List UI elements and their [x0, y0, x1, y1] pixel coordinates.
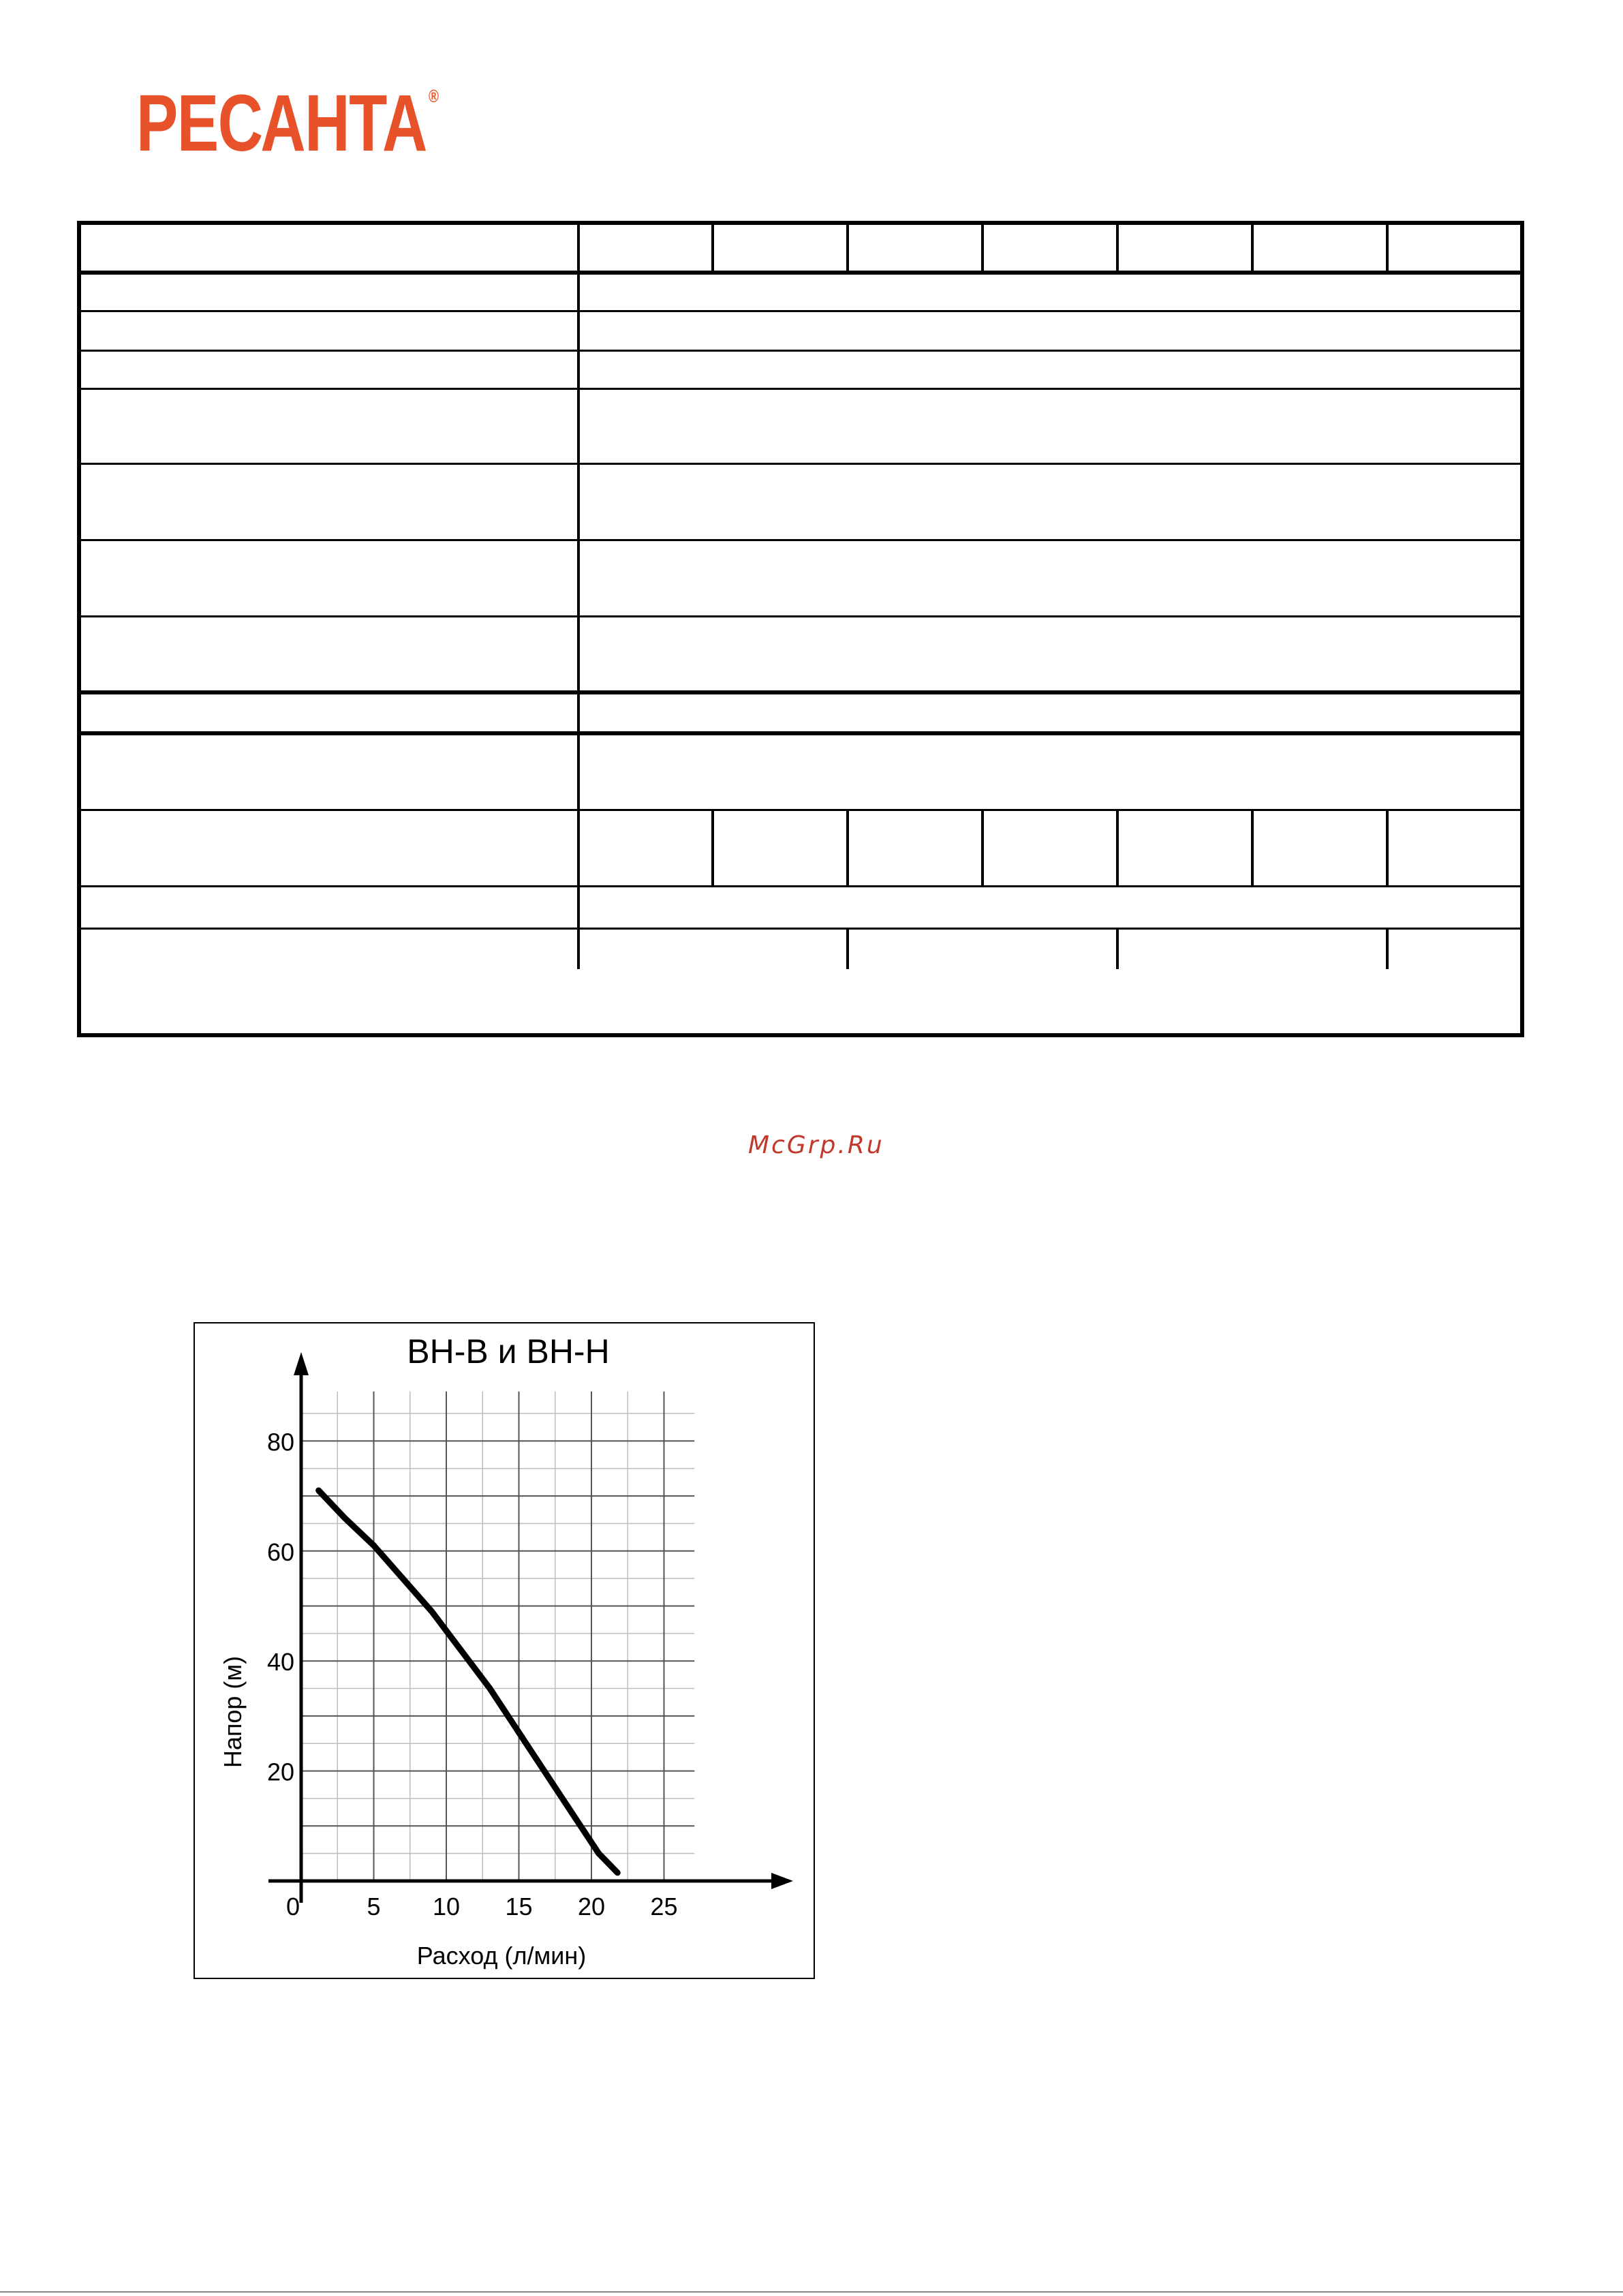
value-cell [714, 810, 846, 886]
x-tick-label: 20 [577, 1893, 606, 1920]
logo-text: РЕСАНТА [136, 78, 427, 168]
table-row [81, 886, 1520, 928]
y-axis-arrow [294, 1352, 309, 1375]
value-cell [849, 810, 981, 886]
table-row [81, 225, 1520, 273]
row-label [81, 810, 578, 886]
pump-performance-chart [194, 1322, 815, 1979]
y-axis-label: Напор (м) [219, 1655, 247, 1769]
row-label [81, 463, 578, 540]
row-label [81, 225, 578, 273]
value-cell [1254, 225, 1386, 273]
value-cell [580, 350, 1519, 388]
performance-curve [319, 1490, 618, 1873]
value-cell [1119, 810, 1251, 886]
y-tick-label: 80 [266, 1428, 294, 1456]
value-cell [1119, 225, 1251, 273]
y-tick-label: 40 [266, 1648, 294, 1677]
table-row [81, 388, 1520, 463]
value-cell [580, 733, 1519, 810]
value-cell [714, 225, 846, 273]
table-row [81, 810, 1520, 886]
value-cell [580, 463, 1519, 540]
value-cell [984, 225, 1116, 273]
row-label [81, 388, 578, 463]
value-cell [849, 928, 1116, 969]
table-row [81, 311, 1520, 350]
value-cell [984, 810, 1116, 886]
x-axis-label: Расход (л/мин) [416, 1942, 587, 1970]
x-tick-label: 25 [650, 1893, 678, 1920]
x-tick-label: 15 [505, 1893, 533, 1920]
row-label [81, 928, 578, 969]
row-label [81, 350, 578, 388]
x-tick-label: 0 [285, 1893, 300, 1920]
value-cell [580, 928, 846, 969]
row-label [81, 886, 578, 928]
table-row [81, 350, 1520, 388]
value-cell [580, 311, 1519, 350]
y-tick-label: 60 [266, 1537, 294, 1566]
table-row [81, 273, 1520, 311]
page-bottom-rule [0, 2291, 1623, 2293]
table-row [81, 928, 1520, 969]
table-row [81, 733, 1520, 810]
chart-title: ВН-В и ВН-Н [407, 1332, 610, 1371]
y-tick-label: 20 [266, 1758, 294, 1786]
value-cell [580, 540, 1519, 616]
x-tick-label: 10 [432, 1893, 461, 1920]
table-row [81, 463, 1520, 540]
table-row [81, 540, 1520, 616]
chart-canvas [195, 1323, 814, 1978]
row-label [81, 692, 578, 733]
row-label [81, 273, 578, 311]
table-row [81, 692, 1520, 733]
value-cell [1254, 810, 1386, 886]
value-cell [1119, 928, 1386, 969]
row-label [81, 311, 578, 350]
specification-table [77, 221, 1524, 1037]
x-axis-arrow [771, 1873, 793, 1889]
value-cell [1389, 928, 1519, 969]
table-row [81, 616, 1520, 692]
value-cell [580, 225, 711, 273]
resanta-logo [136, 78, 438, 168]
value-cell [580, 616, 1519, 692]
value-cell [580, 273, 1519, 311]
registered-mark: ® [428, 86, 438, 106]
value-cell [580, 810, 711, 886]
row-label [81, 540, 578, 616]
value-cell [580, 692, 1519, 733]
row-label [81, 733, 578, 810]
value-cell [1389, 810, 1519, 886]
row-label [81, 616, 578, 692]
watermark: McGrp.Ru [748, 1131, 884, 1159]
value-cell [1389, 225, 1519, 273]
x-tick-label: 5 [367, 1893, 381, 1920]
value-cell [580, 886, 1519, 928]
value-cell [849, 225, 981, 273]
value-cell [580, 388, 1519, 463]
